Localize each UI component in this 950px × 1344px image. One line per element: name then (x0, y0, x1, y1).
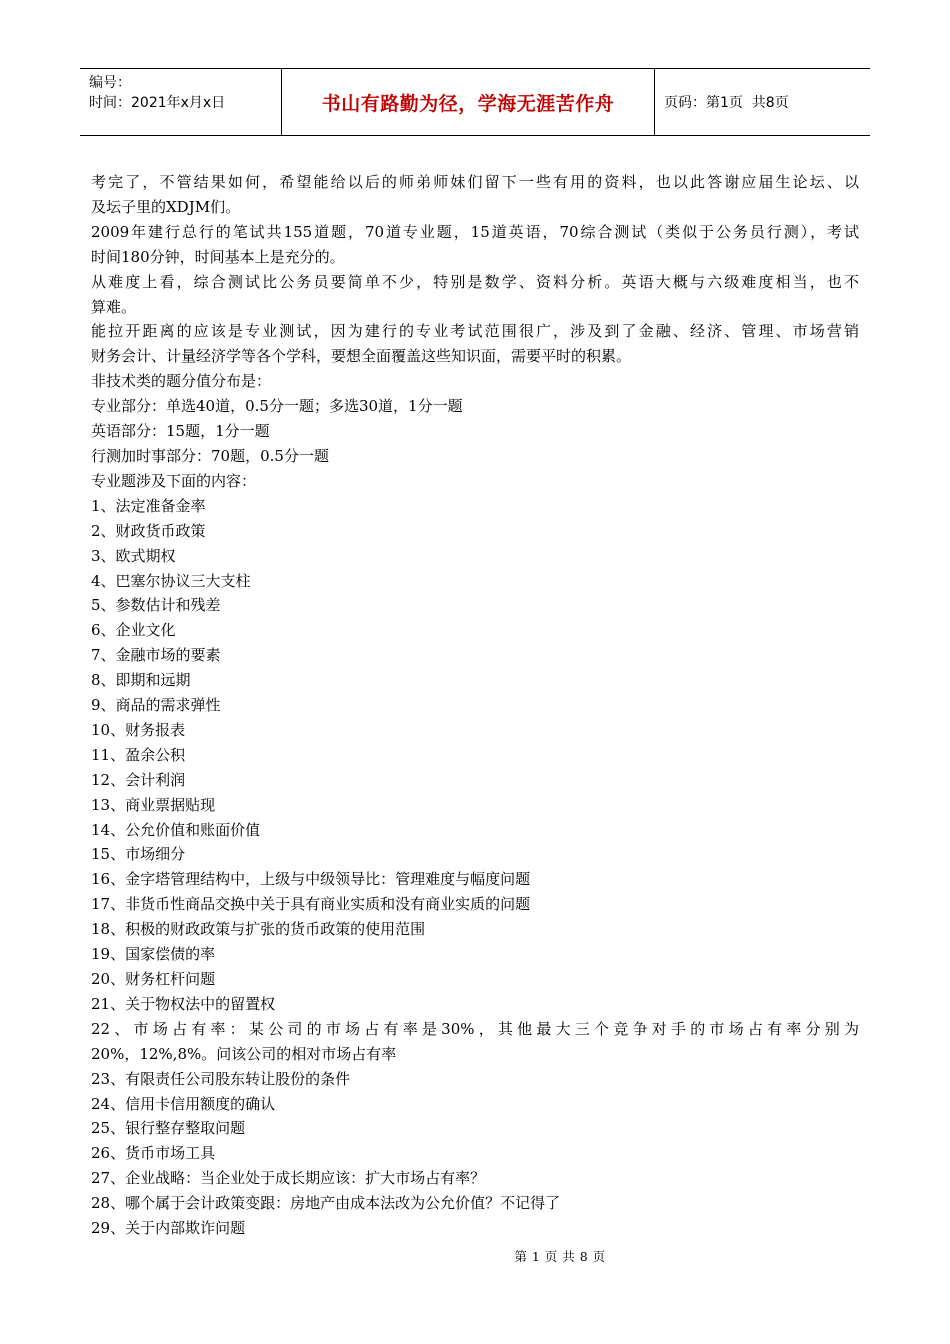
body-text-line: 算难。 (91, 297, 137, 316)
body-text-line: 28、哪个属于会计政策变跟：房地产由成本法改为公允价值？不记得了 (91, 1194, 561, 1213)
document-body (91, 170, 859, 1241)
body-text-line: 20%，12%,8%。问该公司的相对市场占有率 (91, 1044, 397, 1063)
header-motto: 书山有路勤为径，学海无涯苦作舟 (321, 92, 615, 115)
document-number-label: 编号： (89, 75, 131, 91)
body-text-line: 专业题涉及下面的内容： (91, 471, 257, 490)
header-table (80, 68, 870, 136)
body-text-line: 20、财务杠杆问题 (91, 970, 216, 988)
body-text-line: 8、即期和远期 (91, 671, 191, 690)
body-text-line: 16、金字塔管理结构中，上级与中级领导比：管理难度与幅度问题 (91, 870, 531, 889)
header-page-cell (655, 69, 870, 135)
body-text-line: 9、商品的需求弹性 (91, 696, 221, 715)
body-text-line: 24、信用卡信用额度的确认 (91, 1094, 276, 1113)
body-text-line: 2009年建行总行的笔试共155道题，70道专业题，15道英语，70综合测试（类似于公务员行测），考试 (91, 222, 859, 241)
body-text-line: 18、积极的财政政策与扩张的货币政策的使用范围 (91, 920, 426, 939)
body-text-line: 英语部分：15题，1分一题 (91, 422, 270, 441)
body-text-line: 行测加时事部分：70题，0.5分一题 (91, 446, 329, 465)
body-text-line: 时间180分钟，时间基本上是充分的。 (91, 247, 345, 266)
body-text-line: 21、关于物权法中的留置权 (91, 994, 276, 1013)
body-text-line: 财务会计、计量经济学等各个学科，要想全面覆盖这些知识面，需要平时的积累。 (91, 347, 632, 366)
header-page-number: 页码：第1页 共8页 (664, 95, 789, 111)
body-text-line: 及坛子里的XDJM们。 (91, 197, 241, 216)
body-text-line: 23、有限责任公司股东转让股份的条件 (91, 1069, 351, 1088)
body-text-line: 27、企业战略：当企业处于成长期应该：扩大市场占有率？ (91, 1169, 486, 1188)
body-text-line: 25、银行整存整取问题 (91, 1119, 246, 1138)
body-text-line: 1、法定准备金率 (91, 496, 206, 515)
body-text-line: 29、关于内部欺诈问题 (91, 1219, 246, 1238)
header-meta-cell (80, 69, 282, 135)
body-text-line: 非技术类的题分值分布是： (91, 372, 272, 391)
body-text-line: 19、国家偿债的率 (91, 945, 216, 964)
body-text-line: 考完了，不管结果如何，希望能给以后的师弟师妹们留下一些有用的资料，也以此答谢应届生论坛、以 (91, 173, 859, 191)
footer-page-number: 第 1 页 共 8 页 (514, 1249, 606, 1264)
body-text-line: 7、金融市场的要素 (91, 646, 221, 665)
body-text-line: 专业部分：单选40道，0.5分一题；多选30道，1分一题 (91, 397, 463, 416)
body-text-line: 15、市场细分 (91, 845, 186, 864)
body-text-line: 3、欧式期权 (91, 546, 176, 565)
header-motto-cell (282, 69, 655, 135)
body-text-line: 10、财务报表 (91, 720, 186, 739)
body-text-line: 22、市场占有率：某公司的市场占有率是30%，其他最大三个竞争对手的市场占有率分别为 (91, 1019, 859, 1038)
body-text-line: 4、巴塞尔协议三大支柱 (91, 571, 251, 590)
document-date-label: 时间：2021年x月x日 (89, 95, 226, 111)
body-text-line: 能拉开距离的应该是专业测试，因为建行的专业考试范围很广，涉及到了金融、经济、管理、市场营销 (91, 322, 859, 341)
page-footer (0, 1247, 950, 1265)
body-text-line: 14、公允价值和账面价值 (91, 820, 261, 839)
body-text-line: 13、商业票据贴现 (91, 795, 216, 814)
body-text-line: 5、参数估计和残差 (91, 596, 221, 615)
body-text-line: 17、非货币性商品交换中关于具有商业实质和没有商业实质的问题 (91, 895, 531, 914)
body-text-line: 2、财政货币政策 (91, 521, 206, 540)
body-text-line: 26、货币市场工具 (91, 1144, 216, 1163)
body-text-line: 12、会计利润 (91, 770, 186, 789)
body-text-line: 从难度上看，综合测试比公务员要简单不少，特别是数学、资料分析。英语大概与六级难度相当，也不 (91, 272, 859, 291)
body-text-line: 11、盈余公积 (91, 745, 186, 764)
body-text-line: 6、企业文化 (91, 621, 176, 640)
